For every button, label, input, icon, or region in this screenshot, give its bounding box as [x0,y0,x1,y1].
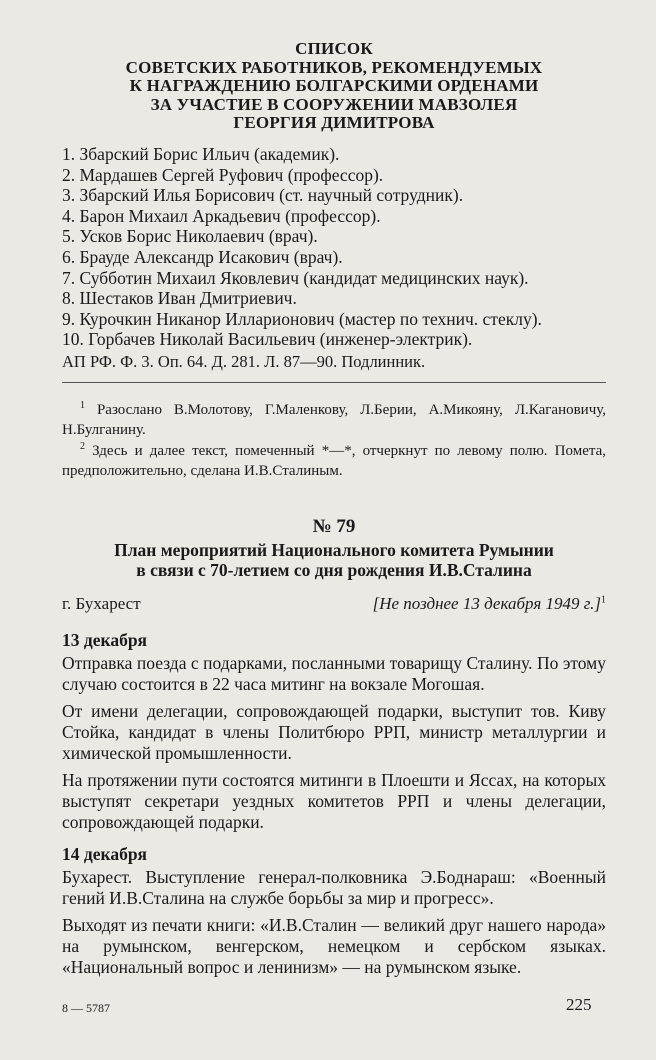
list-item: 1. Збарский Борис Ильич (академик). [62,144,340,164]
footnote-text: Разослано В.Молотову, Г.Маленкову, Л.Берии, А.Микояну, Л.Кагановичу, Н.Булганину. [62,402,606,438]
list-item: 7. Субботин Михаил Яковлевич (кандидат медицинских наук). [62,267,529,288]
list-item: 2. Мардашев Сергей Руфович (профессор). [62,164,384,185]
document-date [373,594,606,614]
footnote-1 [62,400,606,440]
list-item: 6. Брауде Александр Исакович (врач). [62,246,343,267]
footnote-mark: 1 [80,400,85,411]
section-heading: 13 декабря [62,630,148,650]
list-item: 3. Збарский Илья Борисович (ст. научный сотрудник). [62,185,464,206]
list-item: 9. Курочкин Никанор Илларионович (мастер по технич. стеклу). [62,308,542,329]
list-heading [62,40,606,133]
section-heading: 14 декабря [62,844,148,864]
heading-line: СПИСОК [295,39,373,58]
paragraph: На протяжении пути состоятся митинги в Плоешти и Яссах, на которых выступят секретари уездных комитетов РРП и члены делегации, сопровождающей подарки. [62,770,606,832]
document-title [62,540,606,580]
document-place: г. Бухарест [62,594,141,613]
paragraph: Бухарест. Выступление генерал-полковника Э.Боднараш: «Военный гений И.В.Сталина на службе борьбы за мир и прогресс». [62,867,606,908]
list-item: 4. Барон Михаил Аркадьевич (профессор). [62,205,381,226]
page-number: 225 [566,995,592,1014]
paragraph: Выходят из печати книги: «И.В.Сталин — великий друг нашего народа» на румынском, венгерском, немецком и сербском языках. «Национальный вопрос и ленинизм» — на румынском языке. [62,915,606,977]
footnote-text: Здесь и далее текст, помеченный *—*, отчеркнут по левому полю. Помета, предположительно, сделана И.В.Сталиным. [62,443,607,479]
list-item: 10. Горбачев Николай Васильевич (инженер-электрик). [62,329,473,350]
footnote-mark: 2 [80,441,85,452]
footnote-2 [62,441,606,481]
list-item: 5. Усков Борис Николаевич (врач). [62,226,318,247]
heading-line: СОВЕТСКИХ РАБОТНИКОВ, РЕКОМЕНДУЕМЫХ [125,57,543,77]
list-item: 8. Шестаков Иван Дмитриевич. [62,288,297,309]
heading-line: ЗА УЧАСТИЕ В СООРУЖЕНИИ МАВЗОЛЕЯ [150,94,518,114]
paragraph: От имени делегации, сопровождающей подарки, выступит тов. Киву Стойка, кандидат в члены Политбюро РРП, министр металлургии и химической промышленности. [62,701,606,763]
document-number: № 79 [312,516,356,537]
footnote-mark: 1 [601,594,606,606]
heading-line: ГЕОРГИЯ ДИМИТРОВА [233,113,435,132]
heading-line: К НАГРАЖДЕНИЮ БОЛГАРСКИМИ ОРДЕНАМИ [129,76,539,95]
date-text: [Не позднее 13 декабря 1949 г.] [372,594,601,613]
section-dec14 [62,844,606,984]
archive-reference: АП РФ. Ф. 3. Оп. 64. Д. 281. Л. 87—90. Подлинник. [62,352,426,371]
section-dec13 [62,630,606,839]
paragraph: Отправка поезда с подарками, посланными товарищу Сталину. По этому случаю состоится в 22 часа митинг на вокзале Могошая. [62,653,606,694]
title-line: План мероприятий Национального комитета Румынии [114,540,554,560]
footnote-divider [62,382,606,383]
print-signature: 8 — 5787 [62,1001,110,1015]
title-line: в связи с 70-летием со дня рождения И.В.Сталина [136,560,532,580]
awardee-list [62,144,622,350]
